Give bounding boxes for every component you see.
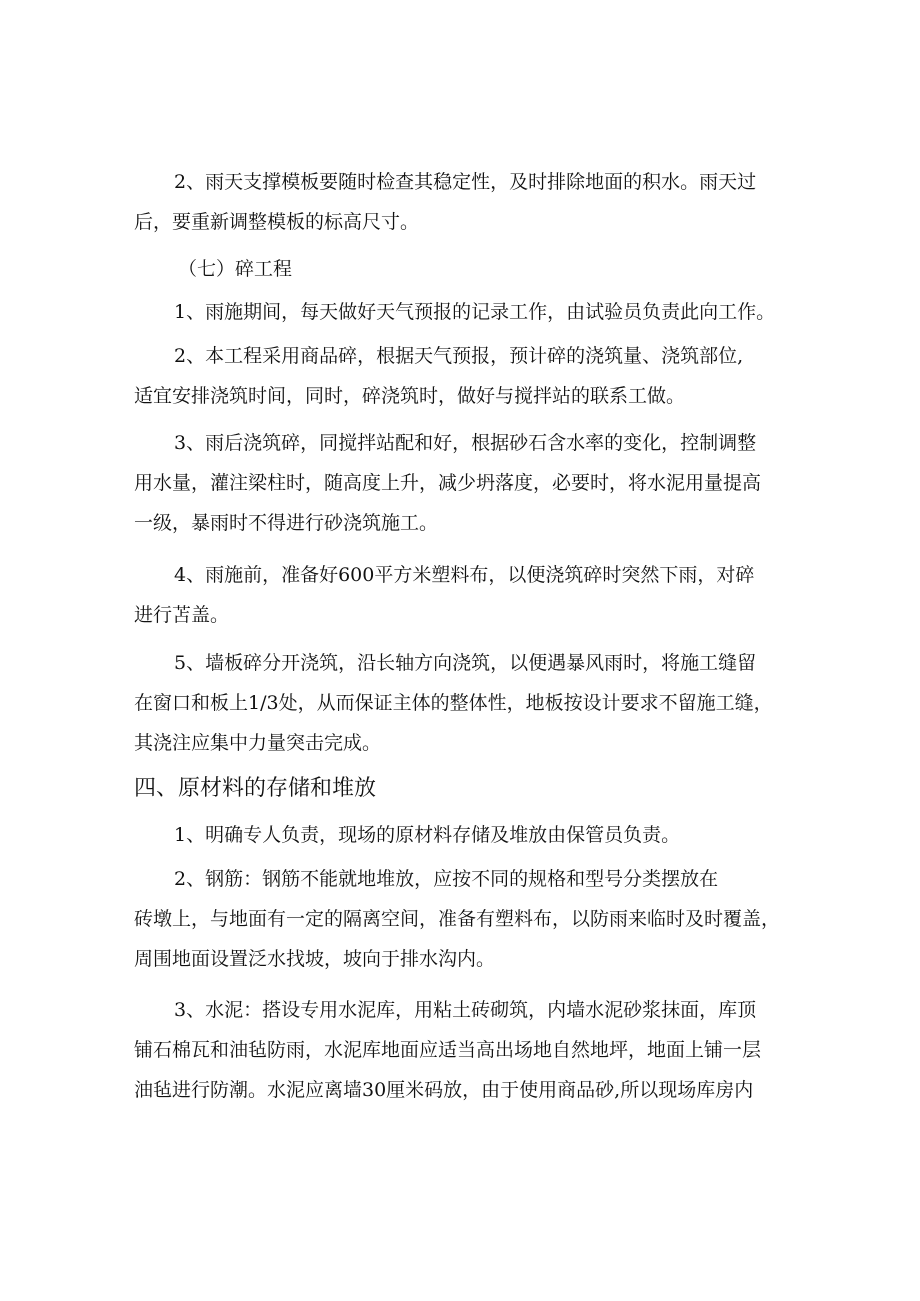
paragraph-after-rain-pouring [134,423,794,543]
text-line: 5、墙板碎分开浇筑，沿长轴方向浇筑，以便遇暴风雨时，将施工缝留 [174,652,757,674]
text-line: 2、钢筋：钢筋不能就地堆放，应按不同的规格和型号分类摆放在 [174,868,719,890]
text-line: 适宜安排浇筑时间，同时，碎浇筑时，做好与搅拌站的联系工做。 [134,385,686,407]
subsection-heading-concrete [134,249,794,289]
text-line: 3、水泥：搭设专用水泥库，用粘土砖砌筑，内墙水泥砂浆抹面，库顶 [174,999,757,1021]
subsection-title: （七）碎工程 [178,258,293,280]
text-line: 油毡进行防潮。水泥应离墙30厘米码放，由于使用商品砂,所以现场库房内 [134,1079,754,1101]
text-line: 用水量，灌注梁柱时，随高度上升，减少坍落度，必要时，将水泥用量提高 [134,472,762,494]
text-line: 3、雨后浇筑碎，同搅拌站配和好，根据砂石含水率的变化，控制调整 [174,432,757,454]
text-line: 铺石棉瓦和油毡防雨，水泥库地面应适当高出场地自然地坪，地面上铺一层 [134,1039,762,1061]
text-line: 在窗口和板上1/3处，从而保证主体的整体性，地板按设计要求不留施工缝， [134,692,773,714]
text-line: 4、雨施前，准备好600平方米塑料布，以便浇筑碎时突然下雨，对碎 [174,564,755,586]
paragraph-cement-storage [134,990,794,1110]
paragraph-wall-slab-pouring [134,643,794,763]
text-line: 后，要重新调整模板的标高尺寸。 [134,211,420,233]
text-line: 进行苫盖。 [134,604,230,626]
text-line: 周围地面设置泛水找坡，坡向于排水沟内。 [134,948,496,970]
paragraph-formwork-rain [134,162,794,242]
text-line: 2、雨天支撑模板要随时检查其稳定性，及时排除地面的积水。雨天过 [174,171,757,193]
text-line: 1、雨施期间，每天做好天气预报的记录工作，由试验员负责此向工作。 [174,301,776,323]
paragraph-commercial-concrete [134,336,794,416]
paragraph-plastic-sheet [134,555,794,635]
paragraph-weather-forecast [134,292,794,332]
text-line: 一级，暴雨时不得进行砂浇筑施工。 [134,512,439,534]
section-heading: 四、原材料的存储和堆放 [134,776,377,801]
text-line: 其浇注应集中力量突击完成。 [134,732,382,754]
paragraph-rebar-storage [134,859,794,979]
text-line: 1、明确专人负责，现场的原材料存储及堆放由保管员负责。 [174,824,681,846]
paragraph-storage-responsibility [134,815,794,855]
text-line: 砖墩上，与地面有一定的隔离空间，准备有塑料布，以防雨来临时及时覆盖， [134,908,781,930]
text-line: 2、本工程采用商品碎，根据天气预报，预计碎的浇筑量、浇筑部位, [174,345,744,367]
